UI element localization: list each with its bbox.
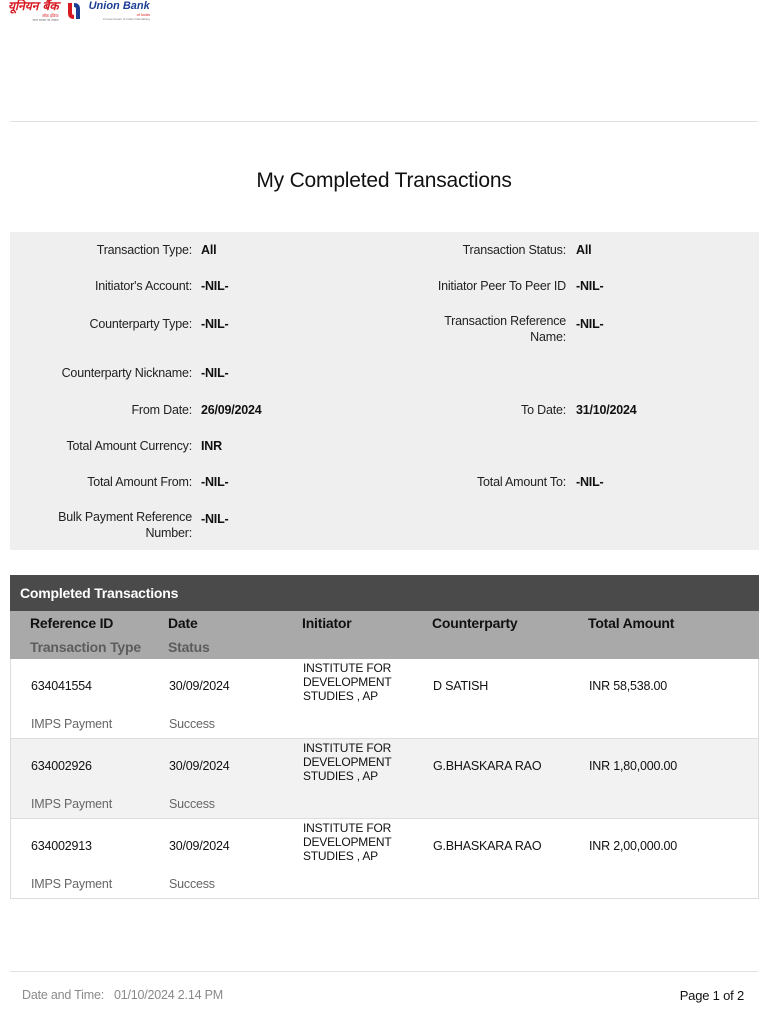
row-initiator-line3: STUDIES , AP [303, 849, 378, 863]
row-counterparty: G.BHASKARA RAO [433, 839, 542, 853]
footer-page-info: Page 1 of 2 [679, 988, 744, 1003]
row-initiator-line2: DEVELOPMENT [303, 835, 392, 849]
initiator-account-value: -NIL- [201, 279, 229, 293]
counterparty-nickname-label: Counterparty Nickname: [61, 366, 192, 380]
header-divider [10, 121, 758, 122]
table-section-title: Completed Transactions [10, 575, 759, 611]
bulk-ref-label [10, 509, 192, 541]
row-date: 30/09/2024 [169, 679, 230, 693]
to-date-value: 31/10/2024 [576, 403, 637, 417]
footer-datetime [22, 988, 223, 1002]
row-reference-id: 634041554 [31, 679, 92, 693]
row-reference-id: 634002913 [31, 839, 92, 853]
logo-hindi-tag: भारत सरकार का उपक्रम [32, 18, 59, 22]
logo-english-sub: of India [136, 12, 150, 17]
row-initiator-line1: INSTITUTE FOR [303, 741, 392, 755]
from-date-value: 26/09/2024 [201, 403, 262, 417]
logo-english-name: Union Bank [88, 0, 150, 12]
total-amount-to-value: -NIL- [576, 475, 604, 489]
counterparty-type-value: -NIL- [201, 317, 229, 331]
transaction-status-label: Transaction Status: [462, 243, 566, 257]
filter-criteria-panel [10, 232, 759, 550]
row-status: Success [169, 717, 215, 731]
footer-datetime-label: Date and Time: [22, 988, 104, 1002]
col-header-date: Date [168, 615, 198, 631]
row-status: Success [169, 877, 215, 891]
union-bank-emblem-icon [63, 0, 85, 22]
to-date-label: To Date: [521, 403, 566, 417]
txn-ref-name-value: -NIL- [576, 317, 604, 331]
logo-hindi-sub: ऑफ़ इंडिया [41, 13, 59, 18]
table-row [10, 739, 759, 819]
total-amount-from-label: Total Amount From: [87, 475, 192, 489]
total-amount-currency-value: INR [201, 439, 222, 453]
logo-english-text [89, 0, 150, 21]
col-header-status: Status [168, 639, 210, 655]
row-initiator-line2: DEVELOPMENT [303, 675, 392, 689]
transaction-status-value: All [576, 243, 592, 257]
from-date-label: From Date: [131, 403, 192, 417]
row-date: 30/09/2024 [169, 839, 230, 853]
col-header-total-amount: Total Amount [588, 615, 675, 631]
row-initiator [303, 741, 413, 783]
total-amount-from-value: -NIL- [201, 475, 229, 489]
row-total-amount: INR 58,538.00 [589, 679, 668, 693]
row-status: Success [169, 797, 215, 811]
row-total-amount: INR 2,00,000.00 [589, 839, 678, 853]
bulk-ref-value: -NIL- [201, 512, 229, 526]
txn-ref-name-label-line2: Name: [530, 330, 566, 344]
bank-logo [8, 0, 150, 26]
row-total-amount: INR 1,80,000.00 [589, 759, 678, 773]
row-initiator-line1: INSTITUTE FOR [303, 821, 392, 835]
initiator-p2p-value: -NIL- [576, 279, 604, 293]
row-date: 30/09/2024 [169, 759, 230, 773]
total-amount-currency-label: Total Amount Currency: [66, 439, 192, 453]
row-initiator-line1: INSTITUTE FOR [303, 661, 392, 675]
row-initiator-line3: STUDIES , AP [303, 769, 378, 783]
col-header-reference-id: Reference ID [30, 615, 114, 631]
bulk-ref-label-line2: Number: [145, 526, 192, 540]
table-row [10, 819, 759, 899]
col-header-counterparty: Counterparty [432, 615, 518, 631]
row-reference-id: 634002926 [31, 759, 92, 773]
row-transaction-type: IMPS Payment [31, 717, 112, 731]
col-header-initiator: Initiator [302, 615, 352, 631]
table-column-headers [10, 611, 759, 659]
logo-english-tag: A Government of India Undertaking [102, 17, 150, 21]
row-counterparty: D SATISH [433, 679, 489, 693]
transaction-type-value: All [201, 243, 217, 257]
col-header-transaction-type: Transaction Type [30, 639, 141, 655]
row-initiator [303, 661, 413, 703]
row-initiator-line3: STUDIES , AP [303, 689, 378, 703]
table-row [10, 659, 759, 739]
initiator-account-label: Initiator's Account: [94, 279, 192, 293]
row-transaction-type: IMPS Payment [31, 877, 112, 891]
txn-ref-name-label-line1: Transaction Reference [444, 314, 566, 328]
footer-datetime-value: 01/10/2024 2.14 PM [113, 988, 223, 1002]
transaction-type-label: Transaction Type: [96, 243, 192, 257]
row-transaction-type: IMPS Payment [31, 797, 112, 811]
logo-hindi-name: यूनियन बैंक [8, 0, 59, 13]
counterparty-type-label: Counterparty Type: [89, 317, 192, 331]
total-amount-to-label: Total Amount To: [477, 475, 566, 489]
page-title: My Completed Transactions [256, 169, 512, 192]
row-initiator-line2: DEVELOPMENT [303, 755, 392, 769]
footer-divider [10, 971, 758, 972]
row-initiator [303, 821, 413, 863]
txn-ref-name-label [390, 313, 566, 345]
completed-transactions-table [10, 575, 759, 899]
logo-hindi-text [8, 0, 59, 22]
counterparty-nickname-value: -NIL- [201, 366, 229, 380]
bulk-ref-label-line1: Bulk Payment Reference [58, 510, 192, 524]
initiator-p2p-label: Initiator Peer To Peer ID [437, 279, 566, 293]
row-counterparty: G.BHASKARA RAO [433, 759, 542, 773]
